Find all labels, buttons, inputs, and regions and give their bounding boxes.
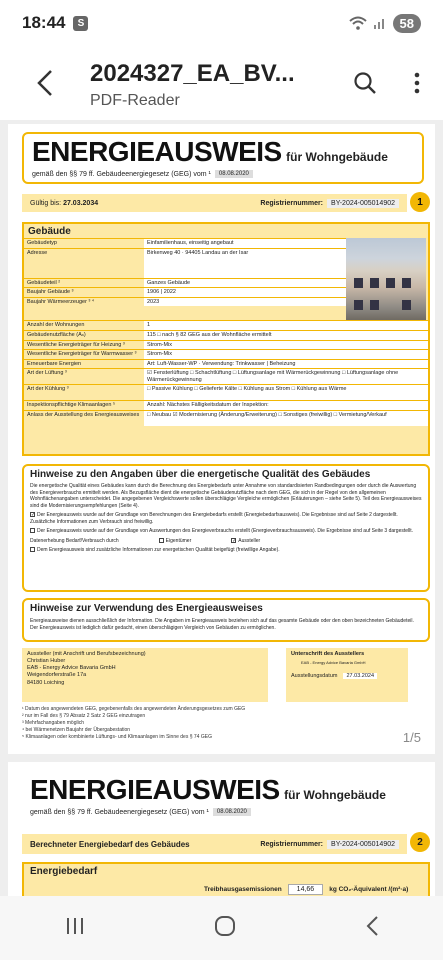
emissions-row xyxy=(204,884,408,895)
issuer-line: Weigendorferstraße 17a xyxy=(27,672,87,679)
pdf-viewer[interactable] xyxy=(0,120,443,896)
law-reference: gemäß den §§ 79 ff. Gebäudeenergiegesetz (GEG) vom ¹ xyxy=(32,170,211,178)
back-nav-icon xyxy=(365,915,379,937)
calculated-demand-title: Berechneter Energiebedarf des Gebäudes xyxy=(30,839,190,849)
signal-icon xyxy=(373,16,387,30)
table-row: Art der Lüftung ³ ☑ Fensterlüftung □ Schachtlüftung □ Lüftungsanlage mit Wärmerückgewinnung □ Lüftungsanlage ohne Wärmerückgewinnung xyxy=(24,368,428,384)
usage-notes-text: Energieausweise dienen ausschließlich der Information. Die Angaben im Energieausweis beziehen sich auf das gesamte Gebäude oder den oben bezeichneten Gebäudeteil. Der Energieausweis ist lediglich dafür gedacht, einen überschlägigen Vergleich von Gebäuden zu ermöglichen. xyxy=(30,618,414,631)
recent-apps-button[interactable] xyxy=(55,906,95,951)
option-consumption: Der Energieausweis wurde auf der Grundlage von Auswertungen des Energieverbrauchs erstellt (Energieverbrauchsausweis). Die Ergebnisse sind auf Seite 3 dargestellt. xyxy=(37,528,414,534)
issuer-option: Aussteller xyxy=(238,537,261,544)
back-button[interactable] xyxy=(0,46,90,120)
checkbox-checked: ✓ xyxy=(31,512,36,519)
checkbox-checked: ✓ xyxy=(232,537,237,544)
checkbox xyxy=(30,528,35,533)
issuer-label: Aussteller (mit Anschrift und Berufsbezeichnung) xyxy=(27,651,146,657)
usage-notes-section xyxy=(22,598,430,642)
table-row: Art der Kühlung ³ □ Passive Kühlung □ Gelieferte Kälte □ Kühlung aus Strom □ Kühlung aus Wärme xyxy=(24,384,428,400)
stamp: EAB - Energy Advice Bavaria GmbH xyxy=(301,660,366,665)
more-options-button[interactable] xyxy=(391,46,443,120)
home-icon xyxy=(214,915,236,937)
law-reference: gemäß den §§ 79 ff. Gebäudeenergiegesetz (GEG) vom ¹ xyxy=(30,808,209,816)
footnote: ² nur im Fall des § 79 Absatz 2 Satz 2 GEG einzutragen xyxy=(22,713,146,719)
back-arrow-icon xyxy=(36,69,54,97)
home-button[interactable] xyxy=(204,905,246,952)
certificate-title: ENERGIEAUSWEIS xyxy=(30,774,280,805)
wifi-icon xyxy=(349,16,367,30)
energy-demand-title: Energiebedarf xyxy=(30,866,98,877)
emissions-value: 14,66 xyxy=(288,884,324,895)
owner-option: Eigentümer xyxy=(165,537,192,544)
pdf-page-2 xyxy=(8,762,435,896)
notes-text: Die energetische Qualität eines Gebäudes kann durch die Berechnung des Energiebedarfs unter Annahme von standardisierten Randbedingungen oder durch die Auswertung des Energieverbrauchs ermittelt werden. Als Bezugsfläche dient die energetische Gebäudenutzfläche nach dem GEG, die sich in der Regel von den allgemeinen Wohnflächenangaben unterscheidet. Die angegebenen Vergleichswerte sollen überschlägige Vergleiche ermöglichen (Erläuterungen – siehe Seite 5). Teil des Energieausweises sind die Modernisierungsempfehlungen (Seite 4). xyxy=(30,483,422,509)
footnote: ⁴ bei Wärmenetzen Baujahr der Übergabestation xyxy=(22,727,131,733)
reg-number: BY-2024-005014902 xyxy=(327,199,399,208)
issue-date: 27.03.2024 xyxy=(343,673,377,679)
status-time: 18:44 xyxy=(22,13,66,32)
certificate-title: ENERGIEAUSWEIS xyxy=(32,136,282,167)
reg-number: BY-2024-005014902 xyxy=(327,840,399,849)
signature-label: Unterschrift des Ausstellers xyxy=(291,651,365,657)
app-notification-icon: S xyxy=(73,16,88,31)
more-vert-icon xyxy=(414,72,420,94)
reg-label: Registriernummer: xyxy=(260,199,324,207)
validity-bar xyxy=(22,194,407,212)
table-row: Baujahr Gebäude ³ 1906 | 2022 xyxy=(24,287,348,297)
notes-title: Hinweise zu den Angaben über die energetische Qualität des Gebäudes xyxy=(30,469,371,480)
section-number-badge: 2 xyxy=(410,832,430,852)
table-row: Anzahl der Wohnungen 1 xyxy=(24,320,428,330)
battery-indicator: 58 xyxy=(393,14,421,33)
document-title: 2024327_EA_BV... xyxy=(90,60,295,87)
table-row: Inspektionspflichtige Klimaanlagen ⁵ Anzahl: Nächstes Fälligkeitsdatum der Inspektion: xyxy=(24,400,428,410)
pdf-page-1 xyxy=(8,124,435,754)
additional-info-option: Dem Energieausweis sind zusätzliche Informationen zur energetischen Qualität beigefügt (freiwillige Angabe). xyxy=(37,547,280,553)
certificate-header xyxy=(22,132,424,184)
notes-section xyxy=(22,464,430,592)
page-indicator: 1/5 xyxy=(402,730,421,745)
law-date: 08.08.2020 xyxy=(215,170,253,178)
search-icon xyxy=(353,71,377,95)
certificate-header xyxy=(22,772,424,824)
system-back-button[interactable] xyxy=(355,905,389,952)
issuer-line: Christian Huber xyxy=(27,658,66,665)
emissions-label: Treibhausgasemissionen xyxy=(204,886,282,893)
table-row: Erneuerbare Energien Art: Luft-Wasser-WP · Verwendung: Trinkwasser | Beheizung xyxy=(24,359,428,369)
option-demand: Der Energieausweis wurde auf der Grundlage von Berechnungen des Energiebedarfs erstellt (Energiebedarfsausweis). Die Ergebnisse sind auf Seite 2 dargestellt. Zusätzliche Informationen zum Verbrauch sind freiwillig. xyxy=(30,512,398,525)
valid-label: Gültig bis: xyxy=(30,199,62,207)
table-row: Gebäudetyp Einfamilienhaus, einseitig angebaut xyxy=(24,238,348,248)
recent-apps-icon xyxy=(65,916,85,936)
table-row: Wesentliche Energieträger für Warmwasser ³ Strom-Mix xyxy=(24,349,428,359)
building-section xyxy=(22,222,430,456)
issuer-line: 84180 Loiching xyxy=(27,679,65,686)
footnotes xyxy=(22,706,322,741)
building-section-title: Gebäude xyxy=(28,226,71,237)
table-row: Anlass der Ausstellung des Energieausweises □ Neubau ☑ Modernisierung (Änderung/Erweiterung) □ Sonstiges (freiwillig) □ Vermietung/Verkauf xyxy=(24,410,428,426)
footnote: ⁵ Klimaanlagen oder kombinierte Lüftungs- und Klimaanlagen im Sinne des § 74 GEG xyxy=(22,734,212,740)
footnote: ³ Mehrfachangaben möglich xyxy=(22,720,84,726)
law-date: 08.08.2020 xyxy=(213,808,251,816)
checkbox xyxy=(159,538,164,543)
energy-demand-section xyxy=(22,862,430,896)
valid-date: 27.03.2034 xyxy=(63,199,99,207)
building-photo xyxy=(346,238,426,320)
table-row: Baujahr Wärmeerzeuger ³ ⁴ 2023 xyxy=(24,297,348,307)
issuer-line: EAB - Energy Advice Bavaria GmbH xyxy=(27,665,116,672)
issuer-box xyxy=(22,648,268,702)
table-row: Gebäudenutzfläche (Aₙ) 115 □ nach § 82 GEG aus der Wohnfläche ermittelt xyxy=(24,330,428,340)
signature-box xyxy=(286,648,408,702)
app-subtitle: PDF-Reader xyxy=(90,92,180,109)
certificate-subtitle: für Wohngebäude xyxy=(284,788,386,802)
checkbox xyxy=(30,547,35,552)
search-button[interactable] xyxy=(339,46,391,120)
usage-notes-title: Hinweise zur Verwendung des Energieausweises xyxy=(30,603,263,614)
emissions-unit: kg CO₂-Äquivalent /(m²·a) xyxy=(329,886,409,893)
footnote: ¹ Datum des angewendeten GEG, gegebenenfalls des angewendeten Änderungsgesetzes zum GEG xyxy=(22,706,246,712)
system-nav-bar xyxy=(0,896,443,960)
section-number-badge: 1 xyxy=(410,192,430,212)
table-row: Wesentliche Energieträger für Heizung ³ Strom-Mix xyxy=(24,340,428,350)
app-bar xyxy=(0,46,443,120)
reg-label: Registriernummer: xyxy=(260,840,324,848)
table-row: Adresse Birkenweg 40 · 94405 Landau an der Isar xyxy=(24,248,348,278)
certificate-subtitle: für Wohngebäude xyxy=(286,150,388,164)
data-collection-label: Datenerhebung Bedarf/Verbrauch durch xyxy=(30,537,119,544)
calculated-demand-bar xyxy=(22,834,407,854)
status-bar xyxy=(0,0,443,46)
table-row: Gebäudeteil ² Ganzes Gebäude xyxy=(24,278,348,288)
issue-date-label: Ausstellungsdatum xyxy=(291,673,338,679)
